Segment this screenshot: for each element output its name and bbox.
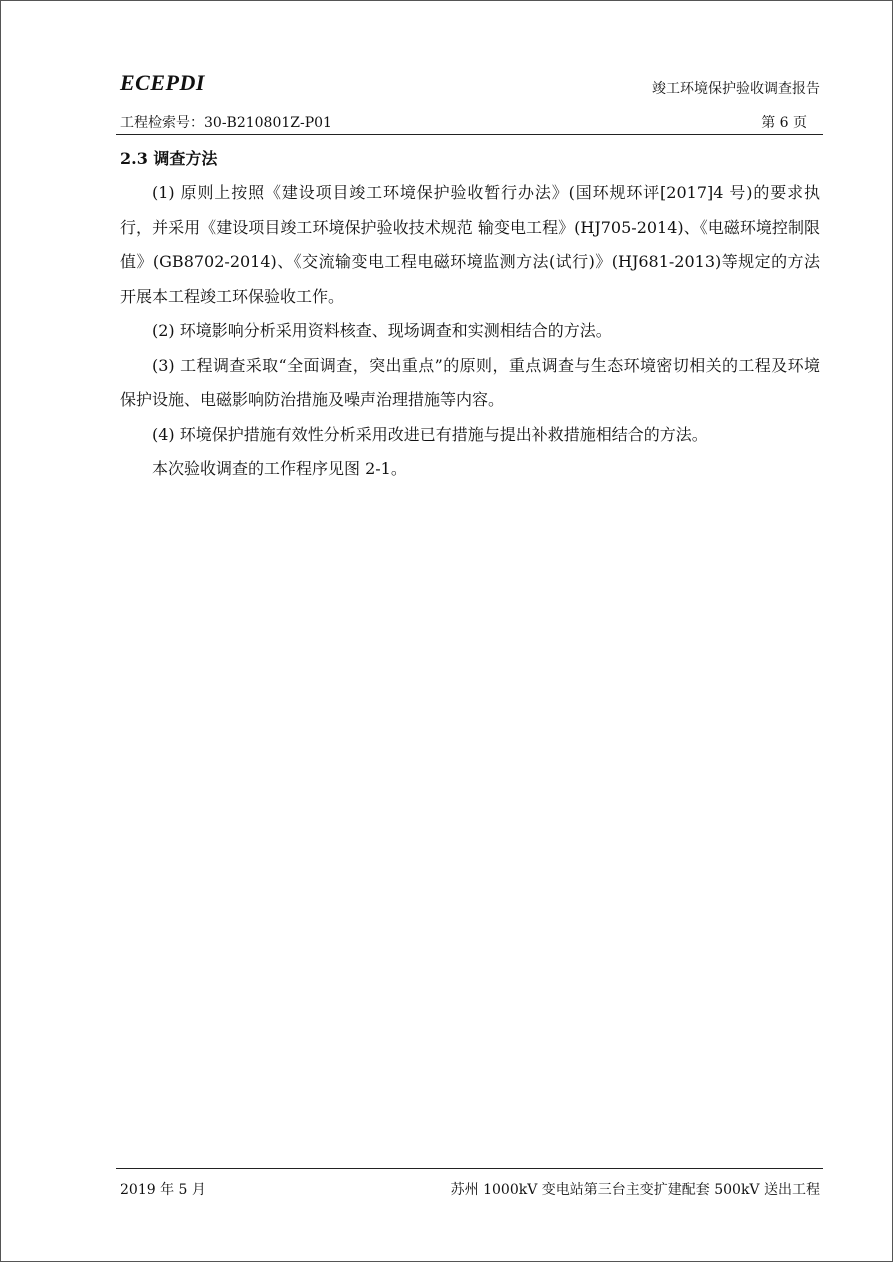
footer-date: 2019 年 5 月 <box>120 1182 206 1198</box>
paragraph-4: (4) 环境保护措施有效性分析采用改进已有措施与提出补救措施相结合的方法。 <box>152 424 708 444</box>
logo: ECEPDI <box>120 70 205 95</box>
report-type: 竣工环境保护验收调查报告 <box>652 81 820 97</box>
section-body <box>120 176 820 487</box>
paragraph-5: 本次验收调查的工作程序见图 2-1。 <box>152 459 407 478</box>
project-number: 工程检索号：30-B210801Z-P01 <box>120 115 332 131</box>
section-heading: 2.3 调查方法 <box>120 149 218 168</box>
page-number: 第 6 页 <box>761 115 807 131</box>
footer-divider <box>116 1168 823 1169</box>
paragraph-1: (1) 原则上按照《建设项目竣工环境保护验收暂行办法》(国环规环评[2017]4 号)的要求执行，并采用《建设项目竣工环境保护验收技术规范 输变电工程》(HJ705-2014)、《电磁环境控制限值》(GB8702-2014)、《交流输变电工程电磁环境监测方法(试行)》(HJ681-2013)等规定的方法开展本工程竣工环保验收工作。 <box>120 183 820 306</box>
paragraph-3: (3) 工程调查采取“全面调查，突出重点”的原则，重点调查与生态环境密切相关的工程及环境保护设施、电磁影响防治措施及噪声治理措施等内容。 <box>120 355 820 409</box>
footer-project-title: 苏州 1000kV 变电站第三台主变扩建配套 500kV 送出工程 <box>450 1182 820 1198</box>
paragraph-2: (2) 环境影响分析采用资料核查、现场调查和实测相结合的方法。 <box>152 321 612 340</box>
header-divider <box>116 134 823 135</box>
